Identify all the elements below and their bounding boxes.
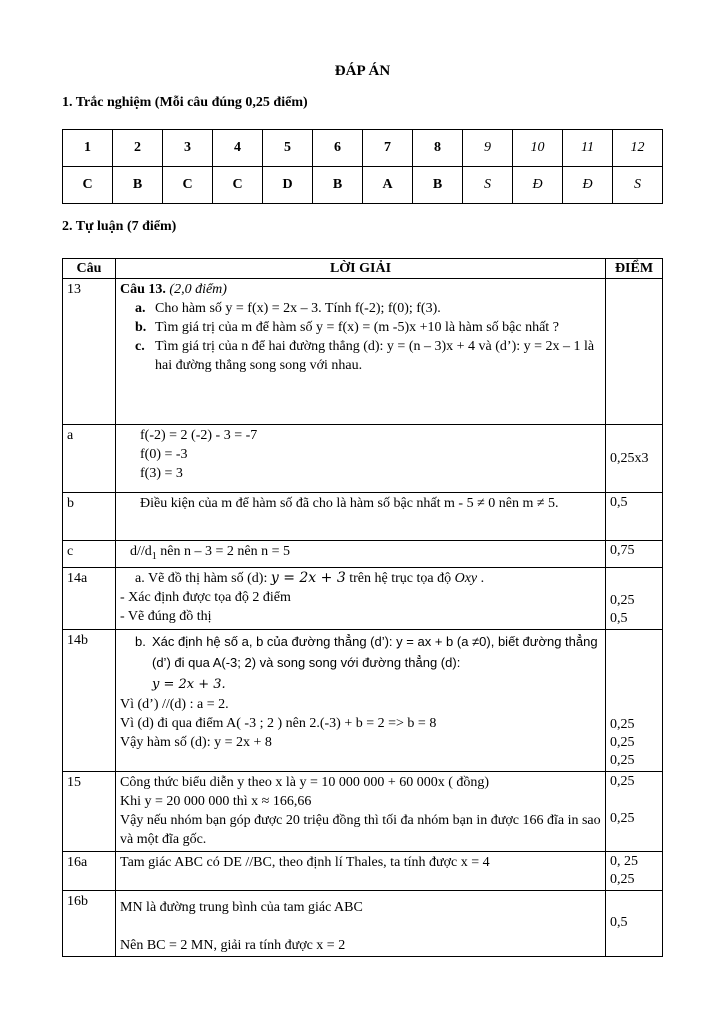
solution-line: MN là đường trung bình của tam giác ABC — [120, 899, 363, 915]
mcq-answer-cell: B — [413, 167, 463, 204]
cau-cell: 15 — [63, 771, 116, 851]
points-value: 0,5 — [610, 495, 628, 510]
page-title: ĐÁP ÁN — [334, 63, 391, 79]
problem-item-c — [120, 337, 601, 375]
solution-cell — [116, 890, 606, 956]
solution-text: a. Vẽ đồ thị hàm số (d): — [135, 570, 271, 586]
mcq-answer-cell: A — [363, 167, 413, 204]
mcq-question-cell: 11 — [563, 130, 613, 167]
solution-line: Vì (d) đi qua điểm A( -3 ; 2 ) nên 2.(-3) + b = 2 => b = 8 — [120, 715, 437, 731]
cau-cell: 14a — [63, 567, 116, 629]
essay-row-13 — [63, 279, 663, 425]
problem-number: Câu 13. — [120, 282, 166, 297]
item-label: c. — [135, 339, 145, 354]
points-value: 0,25 — [610, 734, 635, 750]
solution-line: f(-2) = 2 (-2) - 3 = -7 — [140, 428, 258, 443]
solution-line: Vì (d’) //(d) : a = 2. — [120, 696, 229, 712]
cau-cell: 16b — [63, 890, 116, 956]
mcq-question-cell: 1 — [63, 130, 113, 167]
mcq-question-cell: 3 — [163, 130, 213, 167]
formula: y = 2x + 3. — [152, 676, 226, 692]
mcq-answer-cell: S — [463, 167, 513, 204]
mcq-answer-cell: B — [313, 167, 363, 204]
item-text: Cho hàm số y = f(x) = 2x – 3. Tính f(-2); f(0); f(3). — [155, 301, 441, 316]
solution-line: Nên BC = 2 MN, giải ra tính được x = 2 — [120, 937, 346, 953]
essay-solution-table — [62, 258, 663, 957]
solution-line: Điều kiện của m để hàm số đã cho là hàm số bậc nhất m - 5 ≠ 0 nên m ≠ 5. — [140, 496, 559, 511]
solution-line: Tam giác ABC có DE //BC, theo định lí Thales, ta tính được x = 4 — [120, 854, 490, 870]
solution-line: Công thức biểu diễn y theo x là y = 10 000 000 + 60 000x ( đồng) — [120, 774, 490, 790]
solution-paragraph — [120, 631, 601, 695]
solution-line: Khi y = 20 000 000 thì x ≈ 166,66 — [120, 793, 312, 809]
solution-text: nên n – 3 = 2 nên n = 5 — [156, 544, 290, 559]
mcq-question-cell: 7 — [363, 130, 413, 167]
solution-text: d//d — [130, 544, 152, 559]
points-value: 0,25 — [610, 810, 635, 826]
points-value: 0,25 — [610, 592, 635, 608]
mcq-question-cell: 4 — [213, 130, 263, 167]
essay-row-a — [63, 425, 663, 493]
cau-cell: 16a — [63, 851, 116, 890]
points-value: 0,5 — [610, 610, 628, 626]
solution-cell — [116, 279, 606, 425]
solution-line — [120, 569, 601, 588]
item-label: b. — [135, 633, 146, 649]
mcq-answer-row — [63, 167, 663, 204]
problem-item-b — [120, 318, 601, 337]
cau-cell: c — [63, 541, 116, 568]
points-value: 0, 25 — [610, 853, 638, 869]
points-cell — [606, 425, 663, 493]
cau-cell: 13 — [63, 279, 116, 425]
mcq-question-cell: 5 — [263, 130, 313, 167]
solution-cell — [116, 493, 606, 541]
solution-line: f(0) = -3 — [140, 447, 188, 462]
mcq-answer-cell: Đ — [513, 167, 563, 204]
item-label: b. — [135, 320, 147, 335]
solution-cell — [116, 629, 606, 771]
points-value: 0,25 — [610, 773, 635, 789]
essay-row-b — [63, 493, 663, 541]
solution-line: - Vẽ đúng đồ thị — [120, 608, 212, 624]
mcq-question-row — [63, 130, 663, 167]
mcq-answer-cell: D — [263, 167, 313, 204]
mcq-question-cell: 9 — [463, 130, 513, 167]
item-label: a. — [135, 301, 146, 316]
item-text: Tìm giá trị của m để hàm số y = f(x) = (m -5)x +10 là hàm số bậc nhất ? — [155, 320, 559, 335]
mcq-answer-cell: B — [113, 167, 163, 204]
mcq-answer-cell: C — [213, 167, 263, 204]
mcq-question-cell: 10 — [513, 130, 563, 167]
mcq-answer-cell: Đ — [563, 167, 613, 204]
item-text — [152, 631, 601, 695]
mcq-question-cell: 6 — [313, 130, 363, 167]
header-cau: Câu — [63, 259, 116, 279]
points-cell — [606, 279, 663, 425]
problem-points-note: (2,0 điểm) — [165, 282, 227, 297]
header-points: ĐIỂM — [606, 259, 663, 279]
mcq-answer-cell: S — [613, 167, 663, 204]
cau-cell: b — [63, 493, 116, 541]
solution-line: - Xác định được tọa độ 2 điểm — [120, 589, 291, 605]
essay-row-16b — [63, 890, 663, 956]
solution-line: f(3) = 3 — [140, 466, 183, 481]
points-cell — [606, 493, 663, 541]
points-value: 0,25 — [610, 752, 635, 768]
essay-row-15 — [63, 771, 663, 851]
points-value: 0,5 — [610, 915, 628, 931]
solution-cell — [116, 425, 606, 493]
solution-line — [120, 542, 601, 566]
subscript: 1 — [151, 550, 157, 562]
mcq-question-cell: 8 — [413, 130, 463, 167]
points-cell — [606, 567, 663, 629]
solution-cell — [116, 567, 606, 629]
points-value: 0,75 — [610, 543, 635, 558]
solution-cell — [116, 541, 606, 568]
points-cell — [606, 851, 663, 890]
formula: y = 2x + 3 — [270, 569, 346, 586]
points-value: 0,25 — [610, 716, 635, 732]
solution-line: Vậy nếu nhóm bạn góp được 20 triệu đồng thì tối đa nhóm bạn in được 166 đĩa in sao và một đĩa gốc. — [120, 812, 601, 847]
section2-heading: 2. Tự luận (7 điểm) — [62, 219, 177, 234]
essay-row-16a — [63, 851, 663, 890]
solution-cell — [116, 851, 606, 890]
cau-cell: a — [63, 425, 116, 493]
mcq-answer-table — [62, 129, 663, 204]
mcq-question-cell: 12 — [613, 130, 663, 167]
solution-cell — [116, 771, 606, 851]
problem-item-a — [120, 299, 601, 318]
mcq-question-cell: 2 — [113, 130, 163, 167]
item-text: Tìm giá trị của n để hai đường thẳng (d): y = (n – 3)x + 4 và (d’): y = 2x – 1 là hai đường thẳng song song với nhau. — [155, 339, 595, 373]
solution-text: Xác định hệ số a, b của đường thẳng (d’): y = ax + b (a ≠0), biết đường thẳng (d’) đi qua A(-3; 2) và song song với đường thẳng (d): — [152, 633, 598, 670]
header-solution: LỜI GIẢI — [116, 259, 606, 279]
points-cell — [606, 771, 663, 851]
points-cell — [606, 541, 663, 568]
solution-text: trên hệ trục tọa độ — [345, 570, 455, 586]
solution-line: Vậy hàm số (d): y = 2x + 8 — [120, 734, 272, 750]
essay-row-14a — [63, 567, 663, 629]
points-cell — [606, 629, 663, 771]
essay-row-c — [63, 541, 663, 568]
points-value: 0,25 — [610, 871, 635, 887]
cau-cell: 14b — [63, 629, 116, 771]
axes-label: Oxy — [454, 570, 478, 586]
essay-header-row — [63, 259, 663, 279]
section1-heading: 1. Trắc nghiệm (Mỗi câu đúng 0,25 điểm) — [62, 95, 308, 110]
essay-row-14b — [63, 629, 663, 771]
mcq-answer-cell: C — [63, 167, 113, 204]
solution-text: . — [477, 570, 485, 586]
points-cell — [606, 890, 663, 956]
problem-title — [120, 280, 601, 299]
mcq-answer-cell: C — [163, 167, 213, 204]
points-value: 0,25x3 — [610, 450, 649, 466]
